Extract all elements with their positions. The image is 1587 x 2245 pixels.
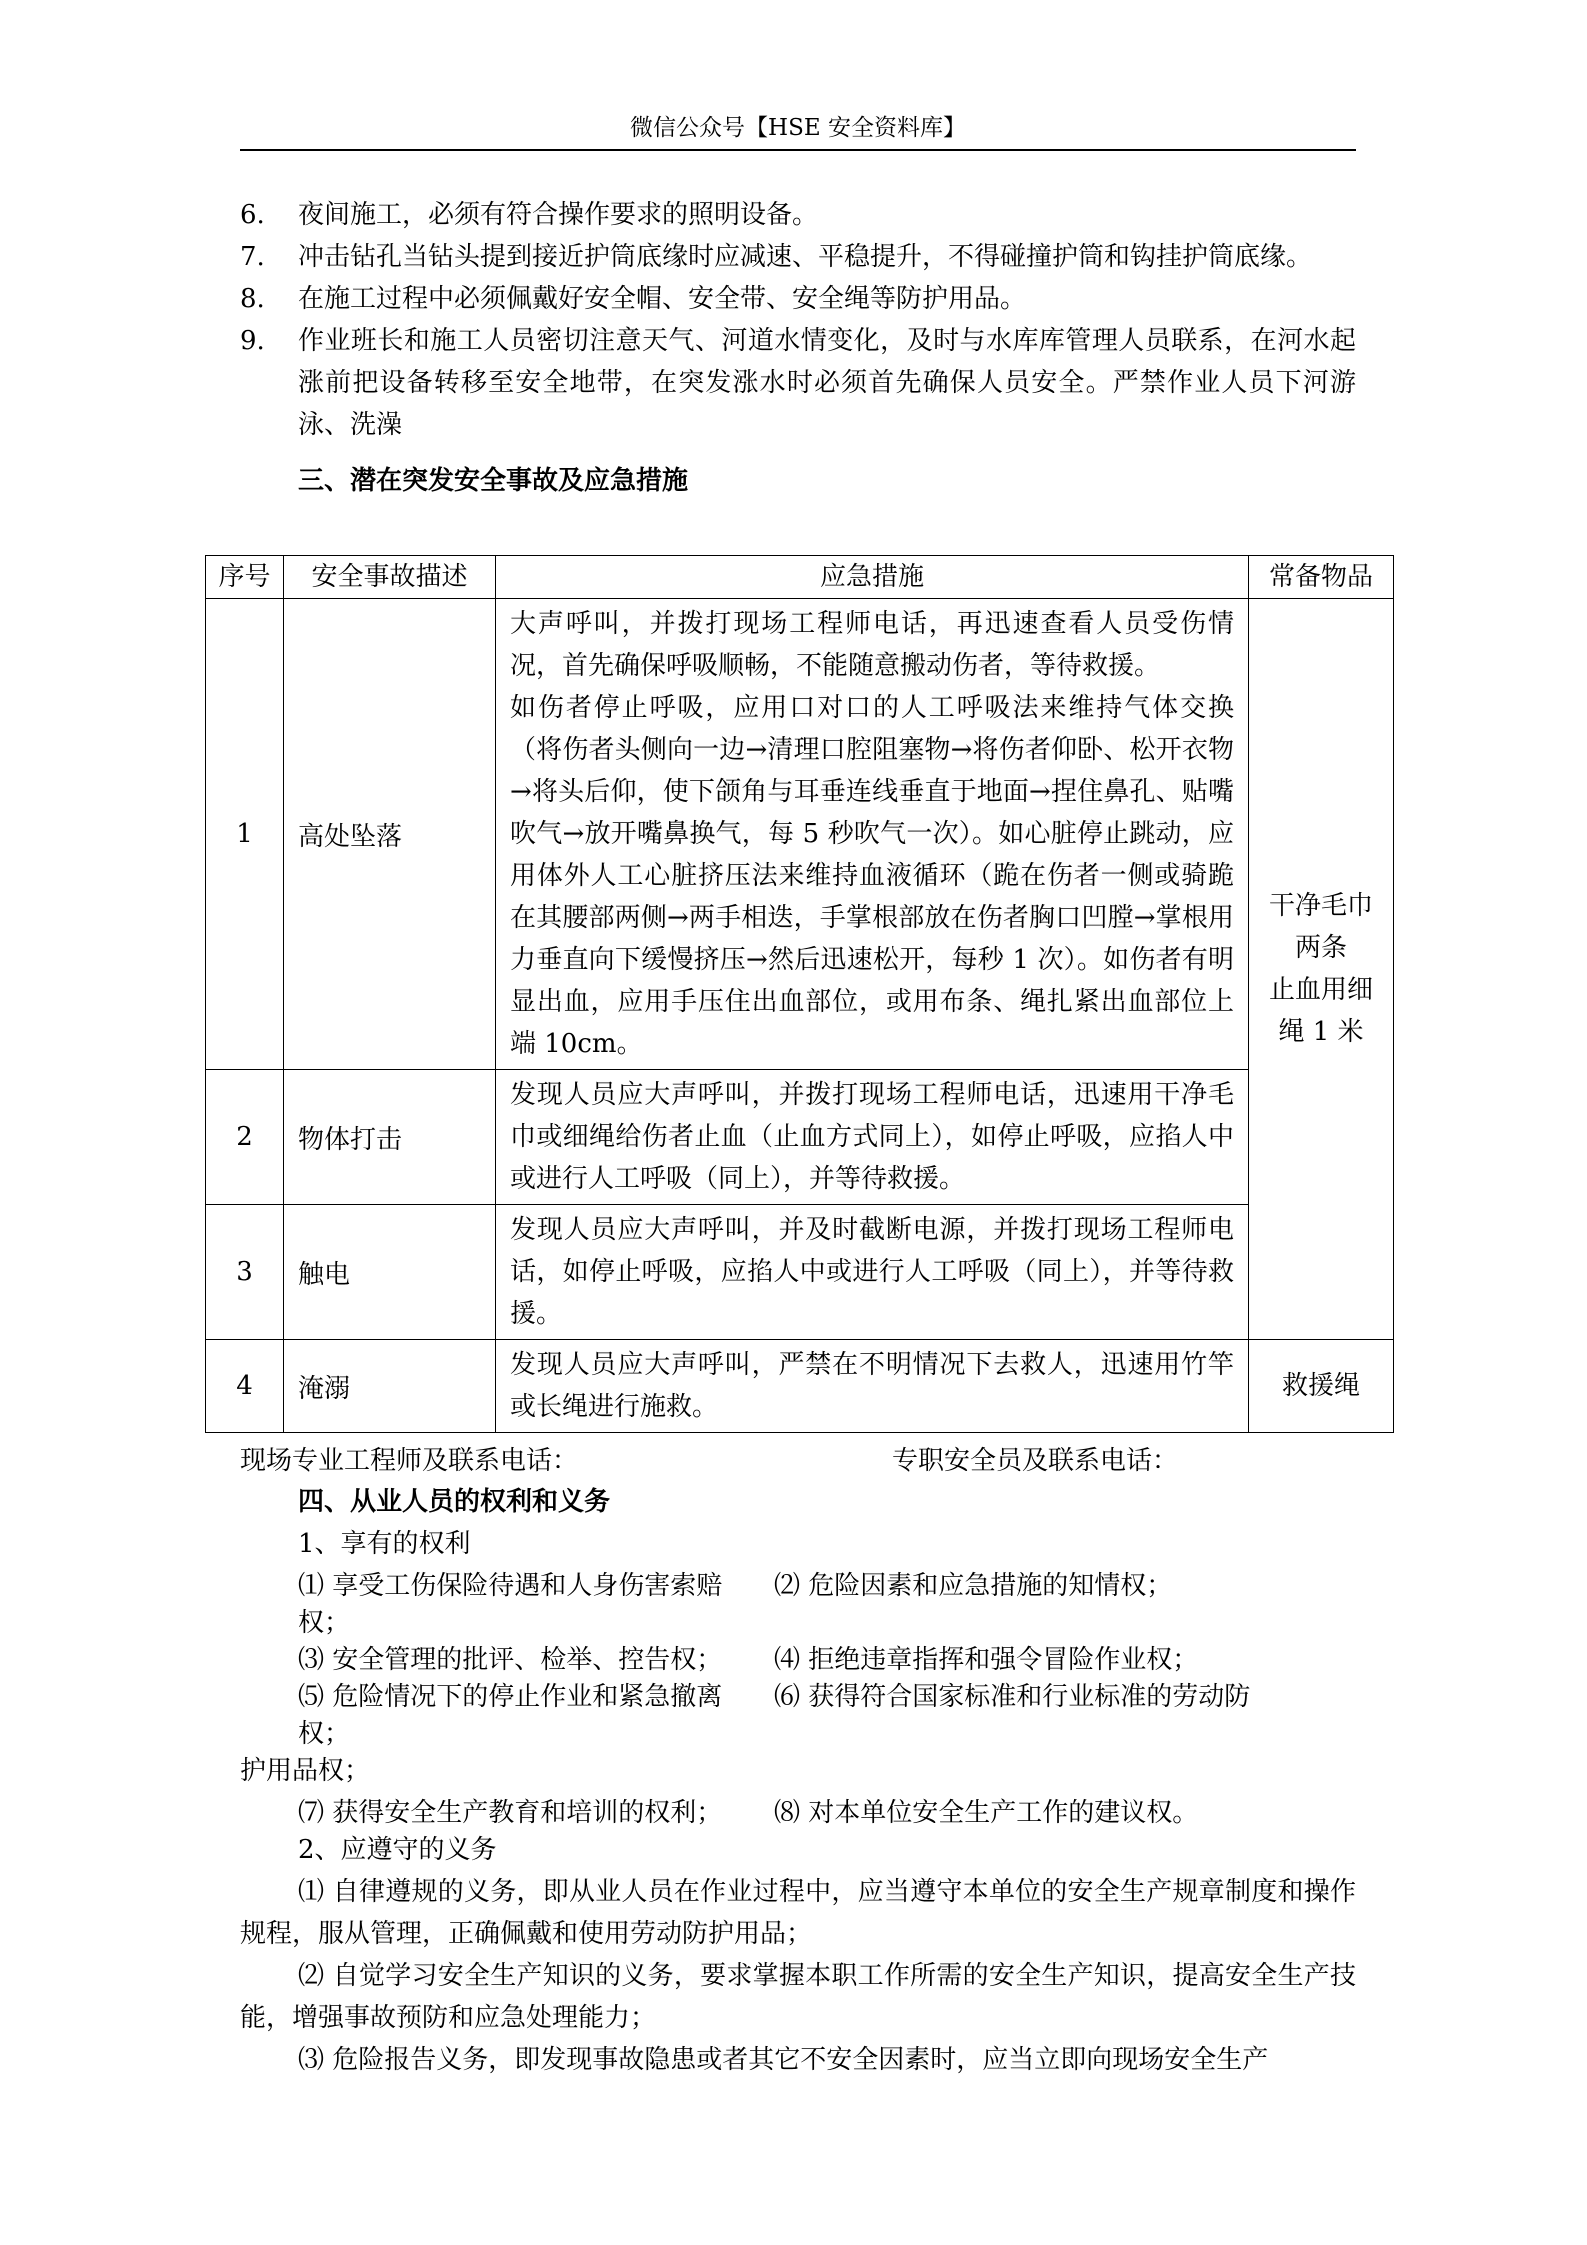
right-item: ⑴ 享受工伤保险待遇和人身伤害索赔权； <box>298 1571 723 1638</box>
header-no: 序号 <box>206 556 284 599</box>
list-number: 7. <box>240 242 265 272</box>
table-row <box>206 1340 1394 1433</box>
cell-desc: 触电 <box>284 1205 496 1340</box>
duties-heading: 2、应遵守的义务 <box>298 1835 497 1865</box>
duty-item: ⑶ 危险报告义务，即发现事故隐患或者其它不安全因素时，应当立即向现场安全生产 <box>298 2045 1269 2075</box>
section4-heading: 四、从业人员的权利和义务 <box>298 1487 611 1517</box>
list-number: 8. <box>240 284 265 314</box>
list-item <box>240 278 1356 320</box>
cell-desc: 淹溺 <box>284 1340 496 1433</box>
list-item <box>240 236 1356 278</box>
right-item: ⑹ 获得符合国家标准和行业标准的劳动防 <box>774 1682 1251 1712</box>
list-number: 9. <box>240 326 265 356</box>
cell-supplies: 救援绳 <box>1249 1340 1394 1433</box>
right-item: ⑸ 危险情况下的停止作业和紧急撤离权； <box>298 1682 723 1749</box>
cell-measure: 发现人员应大声呼叫，并及时截断电源，并拨打现场工程师电话，如停止呼吸，应掐人中或进行人工呼吸（同上），并等待救援。 <box>496 1205 1249 1340</box>
list-item <box>240 194 1356 236</box>
rights-row <box>240 1676 1356 1750</box>
engineer-contact: 现场专业工程师及联系电话： <box>240 1446 579 1476</box>
right-item: ⑻ 对本单位安全生产工作的建议权。 <box>774 1798 1199 1828</box>
header-measure: 应急措施 <box>496 556 1249 599</box>
rights-row <box>240 1639 1356 1676</box>
table-header-row <box>206 556 1394 599</box>
duty-item: ⑴ 自律遵规的义务，即从业人员在作业过程中，应当遵守本单位的安全生产规章制度和操作规程，服从管理，正确佩戴和使用劳动防护用品； <box>240 1877 1356 1949</box>
rights-row <box>240 1565 1356 1639</box>
right-item: ⑶ 安全管理的批评、检举、控告权； <box>298 1645 723 1675</box>
cell-supplies: 干净毛巾 两条 止血用细 绳 1 米 <box>1249 599 1394 1340</box>
list-text: 夜间施工，必须有符合操作要求的照明设备。 <box>298 200 819 230</box>
list-text: 在施工过程中必须佩戴好安全帽、安全带、安全绳等防护用品。 <box>298 284 1027 314</box>
safety-officer-contact: 专职安全员及联系电话： <box>892 1446 1179 1476</box>
cell-desc: 物体打击 <box>284 1070 496 1205</box>
page-header: 微信公众号【HSE 安全资料库】 <box>630 115 966 141</box>
cell-measure: 发现人员应大声呼叫，并拨打现场工程师电话，迅速用干净毛巾或细绳给伤者止血（止血方式同上），如停止呼吸，应掐人中或进行人工呼吸（同上），并等待救援。 <box>496 1070 1249 1205</box>
right-item-continued: 护用品权； <box>240 1756 371 1786</box>
right-item: ⑵ 危险因素和应急措施的知情权； <box>774 1571 1173 1601</box>
duty-item: ⑵ 自觉学习安全生产知识的义务，要求掌握本职工作所需的安全生产知识，提高安全生产技能，增强事故预防和应急处理能力； <box>240 1961 1356 2033</box>
section4 <box>240 1481 1356 2081</box>
table-row <box>206 1205 1394 1340</box>
rights-heading: 1、享有的权利 <box>298 1529 471 1559</box>
cell-measure: 发现人员应大声呼叫，严禁在不明情况下去救人，迅速用竹竿或长绳进行施救。 <box>496 1340 1249 1433</box>
list-number: 6. <box>240 200 265 230</box>
table-row <box>206 599 1394 1070</box>
cell-no: 3 <box>206 1205 284 1340</box>
cell-desc: 高处坠落 <box>284 599 496 1070</box>
table-row <box>206 1070 1394 1205</box>
list-text: 作业班长和施工人员密切注意天气、河道水情变化，及时与水库库管理人员联系，在河水起涨前把设备转移至安全地带，在突发涨水时必须首先确保人员安全。严禁作业人员下河游泳、洗澡 <box>298 326 1356 440</box>
cell-no: 2 <box>206 1070 284 1205</box>
header-desc: 安全事故描述 <box>284 556 496 599</box>
right-item: ⑷ 拒绝违章指挥和强令冒险作业权； <box>774 1645 1199 1675</box>
rights-row <box>240 1792 1356 1829</box>
section3-heading: 三、潜在突发安全事故及应急措施 <box>298 466 689 496</box>
list-text: 冲击钻孔当钻头提到接近护筒底缘时应减速、平稳提升，不得碰撞护筒和钩挂护筒底缘。 <box>298 242 1313 272</box>
right-item: ⑺ 获得安全生产教育和培训的权利； <box>298 1798 723 1828</box>
cell-no: 4 <box>206 1340 284 1433</box>
emergency-table <box>205 555 1394 1433</box>
list-item <box>240 320 1356 446</box>
precaution-list <box>240 194 1356 446</box>
header-supplies: 常备物品 <box>1249 556 1394 599</box>
cell-measure: 大声呼叫，并拨打现场工程师电话，再迅速查看人员受伤情况，首先确保呼吸顺畅，不能随意搬动伤者，等待救援。 如伤者停止呼吸，应用口对口的人工呼吸法来维持气体交换（将伤者头侧向一边→清理口腔阻塞物→将伤者仰卧、松开衣物→将头后仰，使下颌角与耳垂连线垂直于地面→捏住鼻孔、贴嘴吹气→放开嘴鼻换气，每 5 秒吹气一次）。如心脏停止跳动，应用体外人工心脏挤压法来维持血液循环（跪在伤者一侧或骑跪在其腰部两侧→两手相迭，手掌根部放在伤者胸口凹膛→掌根用力垂直向下缓慢挤压→然后迅速松开，每秒 1 次）。如伤者有明显出血，应用手压住出血部位，或用布条、绳扎紧出血部位上端 10cm。 <box>496 599 1249 1070</box>
header-divider <box>240 149 1356 151</box>
cell-no: 1 <box>206 599 284 1070</box>
